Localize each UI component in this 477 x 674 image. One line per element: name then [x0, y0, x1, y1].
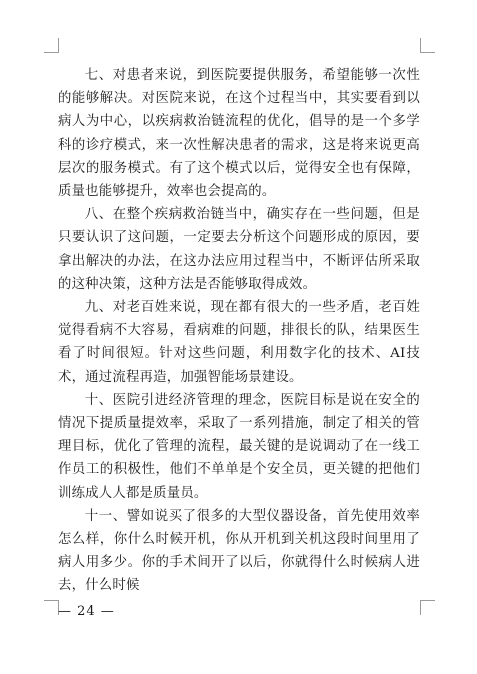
paragraph-10: 十、医院引进经济管理的理念，医院目标是说在安全的情况下提质量提效率，采取了一系列措施，制定了相关的管理目标，优化了管理的流程，最关键的是说调动了在一线工作员工的积极性，他们不单单是个安全员，更关键的把他们训练成人人都是质量员。	[58, 392, 420, 501]
crop-mark-bottom-right	[420, 600, 435, 615]
crop-mark-bottom-left	[44, 600, 59, 615]
body-text	[58, 64, 420, 598]
paragraph-7: 七、对患者来说，到医院要提供服务，希望能够一次性的能够解决。对医院来说，在这个过程当中，其实要看到以病人为中心，以疾病救治链流程的优化，倡导的是一个多学科的诊疗模式，来一次性解决患者的需求，这是将来说更高层次的服务模式。有了这个模式以后，觉得安全也有保障，质量也能够提升，效率也会提高的。	[58, 68, 420, 200]
page-number: — 24 —	[58, 604, 115, 619]
paragraph-8: 八、在整个疾病救治链当中，确实存在一些问题，但是只要认识了这问题，一定要去分析这个问题形成的原因，要拿出解决的办法，在这办法应用过程当中，不断评估所采取的这种决策，这种方法是否能够取得成效。	[58, 207, 420, 292]
crop-mark-top-left	[44, 38, 59, 53]
paragraph-9: 九、对老百姓来说，现在都有很大的一些矛盾，老百姓觉得看病不大容易，看病难的问题，排很长的队，结果医生看了时间很短。针对这些问题，利用数字化的技术、AI技术，通过流程再造，加强智能场景建设。	[58, 300, 420, 385]
crop-mark-top-right	[420, 38, 435, 53]
paragraph-11: 十一、譬如说买了很多的大型仪器设备，首先使用效率怎么样，你什么时候开机，你从开机到关机这段时间里用了病人用多少。你的手术间开了以后，你就得什么时候病人进去，什么时候	[58, 508, 420, 594]
